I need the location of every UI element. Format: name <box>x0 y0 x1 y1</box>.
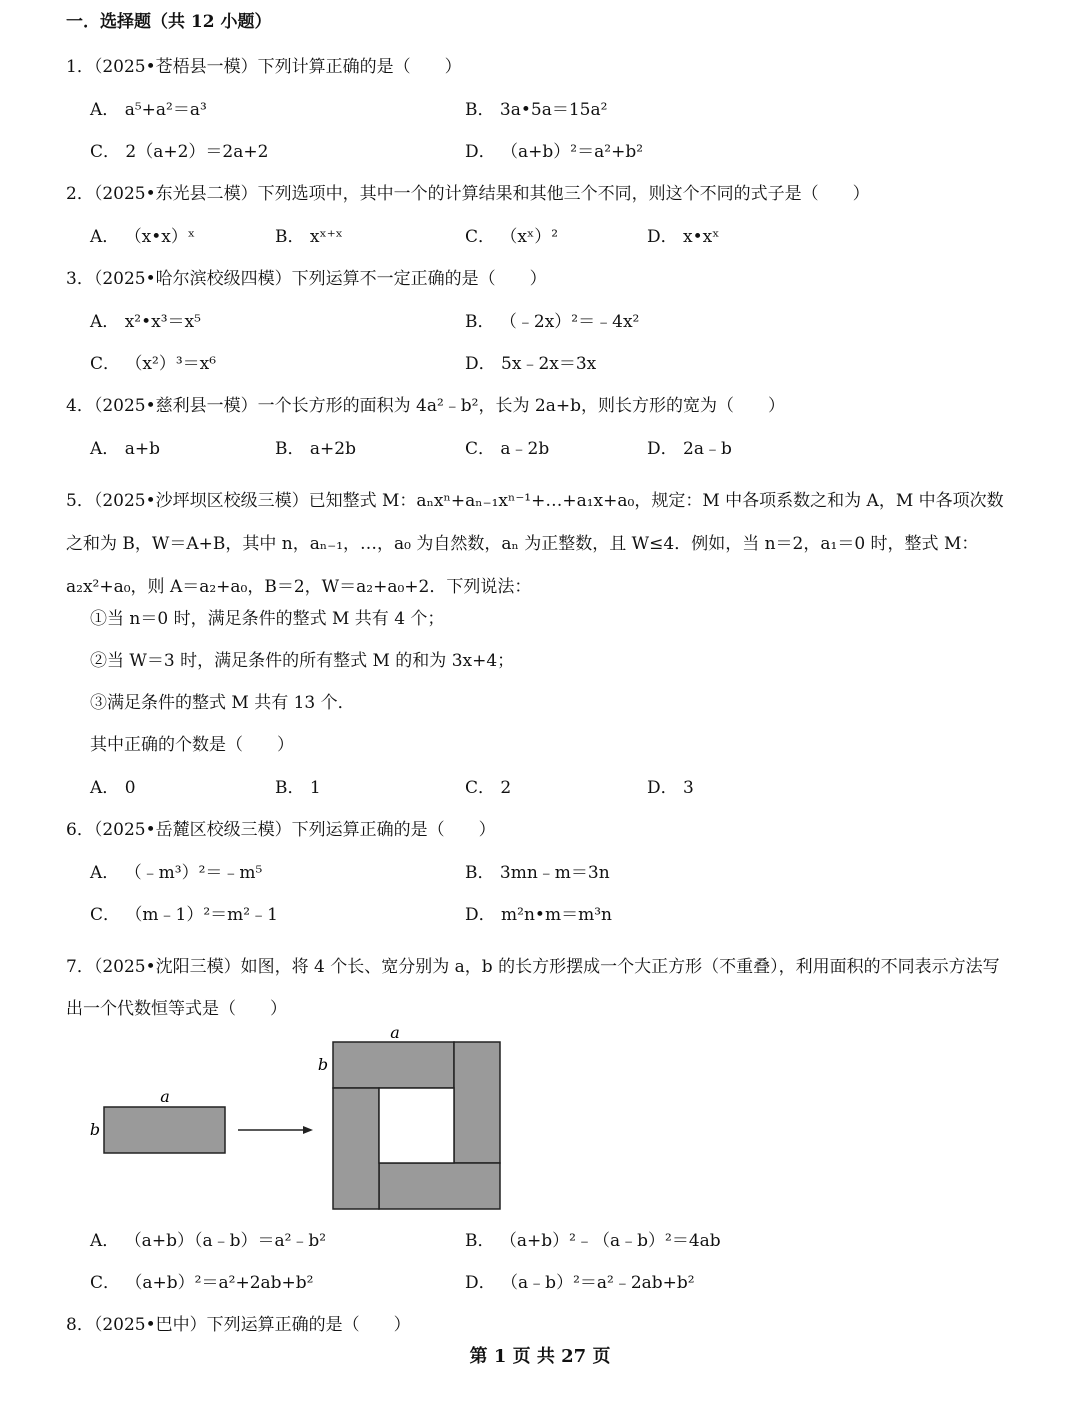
single-rect-label-a: a <box>160 1087 170 1106</box>
question-5: 5．（2025•沙坪坝区校级三模）已知整式 M：aₙxⁿ+aₙ₋₁xⁿ⁻¹+…+a₁x+a₀，规定：M 中各项系数之和为 A，M 中各项次数之和为 B，W＝A+B，其中 n，aₙ₋₁，…，a₀ 为自然数，aₙ 为正整数，且 W≤4．例如，当 n＝2，a₁＝0 时，整式 M：a₂x²+a₀，则 A＝a₂+a₀，B＝2，W＝a₂+a₀+2．下列说法： <box>66 491 1004 597</box>
question-3: 3．（2025•哈尔滨校级四模）下列运算不一定正确的是（ ） <box>66 269 547 289</box>
q3-option-a[interactable]: A． x²•x³＝x⁵ <box>90 312 201 332</box>
question-2: 2．（2025•东光县二模）下列选项中，其中一个的计算结果和其他三个不同，则这个不同的式子是（ ） <box>66 184 870 204</box>
section-title: 一．选择题（共 12 小题） <box>66 12 272 32</box>
q7-option-d[interactable]: D． （a﹣b）²＝a²﹣2ab+b² <box>465 1273 695 1293</box>
q2-option-c[interactable]: C． （xˣ）² <box>465 227 559 247</box>
q3-option-d[interactable]: D． 5x﹣2x＝3x <box>465 354 597 374</box>
q5-option-a[interactable]: A． 0 <box>90 778 136 798</box>
q2-option-d[interactable]: D． x•xˣ <box>647 227 720 247</box>
inner-square <box>379 1088 454 1163</box>
q5-statement-1: ①当 n＝0 时，满足条件的整式 M 共有 4 个； <box>90 609 445 629</box>
q1-option-c[interactable]: C． 2（a+2）＝2a+2 <box>90 142 269 162</box>
square-label-b: b <box>317 1055 329 1074</box>
q3-option-c[interactable]: C． （x²）³＝x⁶ <box>90 354 217 374</box>
q2-option-b[interactable]: B． xˣ⁺ˣ <box>275 227 343 247</box>
question-1: 1．（2025•苍梧县一模）下列计算正确的是（ ） <box>66 57 462 77</box>
q5-option-c[interactable]: C． 2 <box>465 778 512 798</box>
q6-option-c[interactable]: C． （m﹣1）²＝m²﹣1 <box>90 905 278 925</box>
q4-option-a[interactable]: A． a+b <box>90 439 160 459</box>
q1-option-b[interactable]: B． 3a•5a＝15a² <box>465 100 608 120</box>
square-rect-bottom <box>379 1163 500 1209</box>
q4-option-d[interactable]: D． 2a﹣b <box>647 439 732 459</box>
question-8: 8．（2025•巴中）下列运算正确的是（ ） <box>66 1315 411 1335</box>
q6-option-b[interactable]: B． 3mn﹣m＝3n <box>465 863 610 883</box>
question-4: 4．（2025•慈利县一模）一个长方形的面积为 4a²﹣b²，长为 2a+b，则长方形的宽为（ ） <box>66 396 785 416</box>
rectangles-figure <box>85 1022 515 1217</box>
q5-option-b[interactable]: B． 1 <box>275 778 321 798</box>
single-rectangle <box>104 1107 225 1153</box>
q6-option-d[interactable]: D． m²n•m＝m³n <box>465 905 612 925</box>
question-6: 6．（2025•岳麓区校级三模）下列运算正确的是（ ） <box>66 820 496 840</box>
q3-option-b[interactable]: B． （﹣2x）²＝﹣4x² <box>465 312 640 332</box>
q4-option-b[interactable]: B． a+2b <box>275 439 356 459</box>
question-7: 7．（2025•沈阳三模）如图，将 4 个长、宽分别为 a，b 的长方形摆成一个大正方形（不重叠），利用面积的不同表示方法写出一个代数恒等式是（ ） <box>66 957 1000 1019</box>
q2-option-a[interactable]: A． （x•x）ˣ <box>90 227 196 247</box>
square-rect-right <box>454 1042 500 1163</box>
q6-option-a[interactable]: A． （﹣m³）²＝﹣m⁵ <box>90 863 263 883</box>
page-footer: 第 1 页 共 27 页 <box>469 1346 611 1367</box>
q7-option-b[interactable]: B． （a+b）²﹣（a﹣b）²＝4ab <box>465 1231 721 1251</box>
q1-option-d[interactable]: D． （a+b）²＝a²+b² <box>465 142 644 162</box>
square-rect-top <box>333 1042 454 1088</box>
square-rect-left <box>333 1088 379 1209</box>
q5-statement-2: ②当 W＝3 时，满足条件的所有整式 M 的和为 3x+4； <box>90 651 515 671</box>
q5-ask: 其中正确的个数是（ ） <box>90 735 294 755</box>
square-label-a: a <box>390 1023 400 1042</box>
q5-statement-3: ③满足条件的整式 M 共有 13 个． <box>90 693 355 713</box>
arrow-head <box>303 1126 313 1134</box>
single-rect-label-b: b <box>89 1120 101 1139</box>
q7-option-a[interactable]: A． （a+b）（a﹣b）＝a²﹣b² <box>90 1231 327 1251</box>
q4-option-c[interactable]: C． a﹣2b <box>465 439 550 459</box>
q5-option-d[interactable]: D． 3 <box>647 778 694 798</box>
q7-option-c[interactable]: C． （a+b）²＝a²+2ab+b² <box>90 1273 314 1293</box>
q1-option-a[interactable]: A． a⁵+a²＝a³ <box>90 100 207 120</box>
